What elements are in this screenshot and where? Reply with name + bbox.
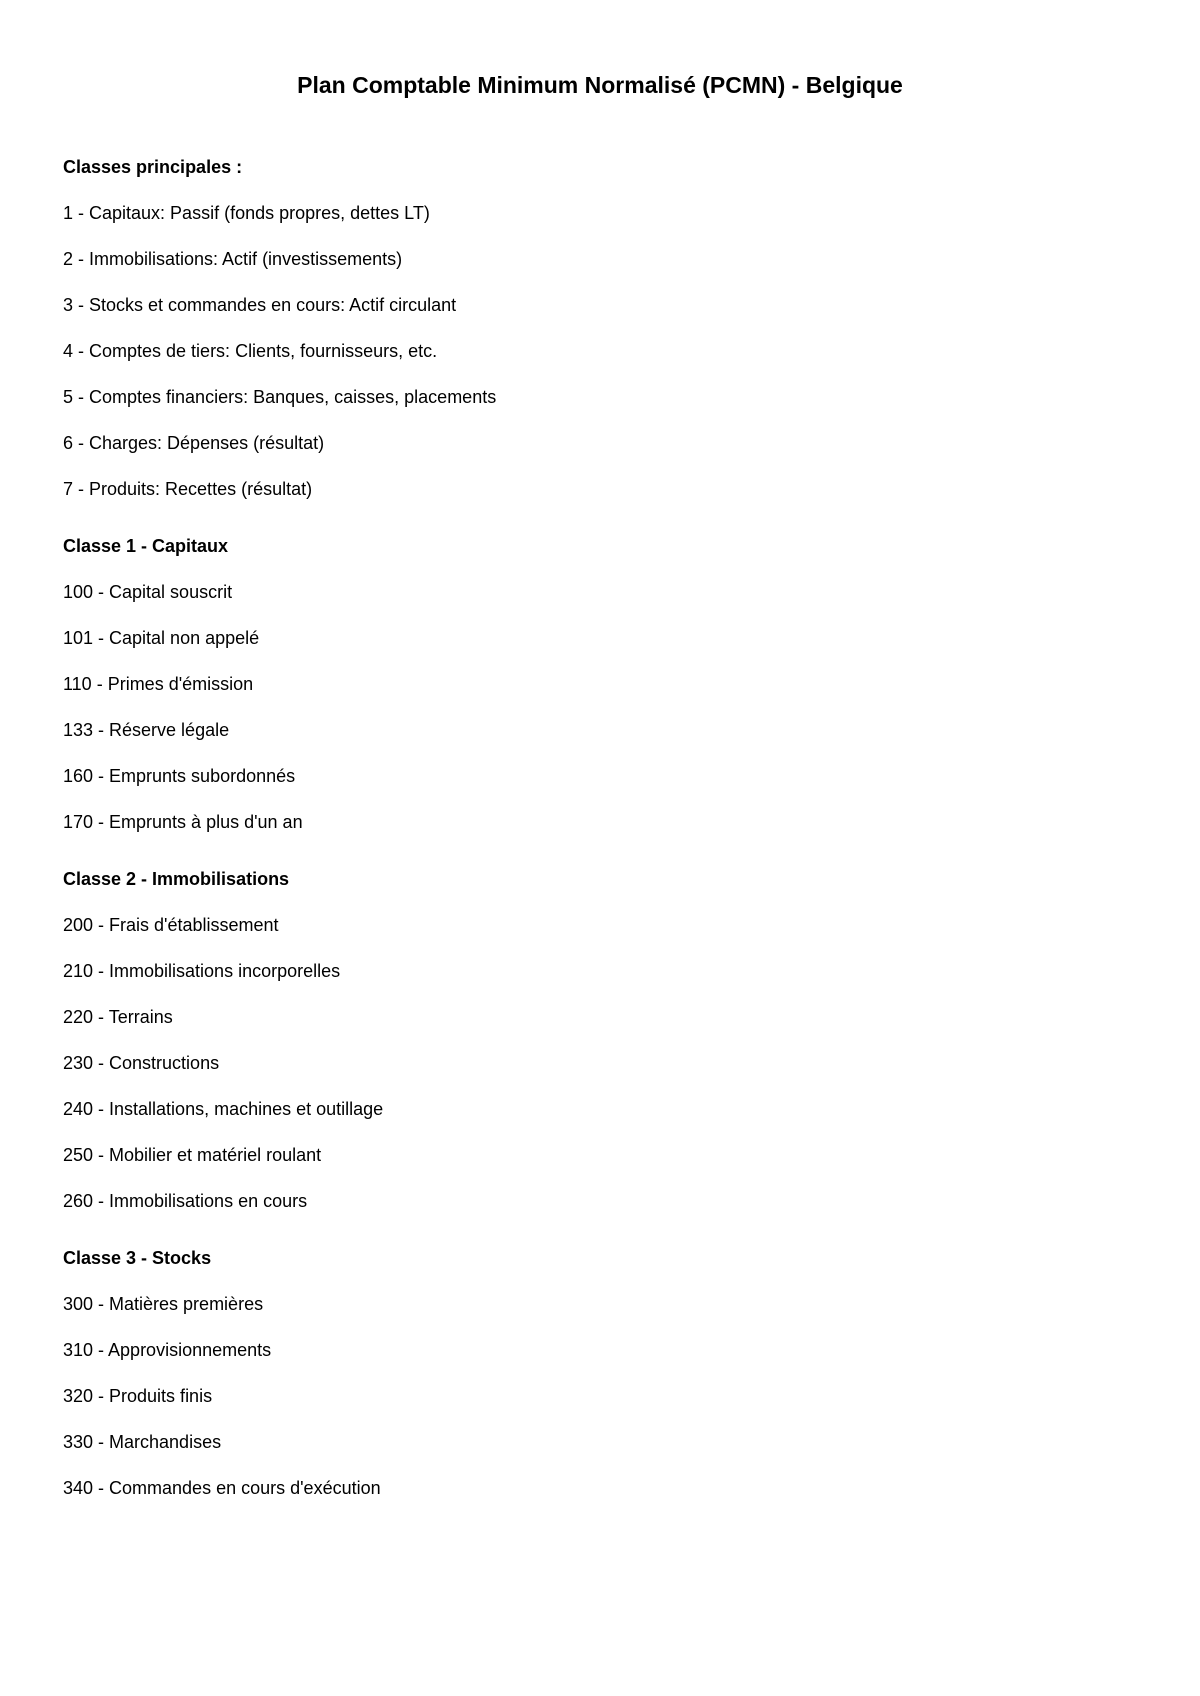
document-body <box>63 155 1143 1501</box>
section-heading: Classe 2 - Immobilisations <box>63 869 290 889</box>
list-item: 250 - Mobilier et matériel roulant <box>63 1145 322 1165</box>
list-item: 110 - Primes d'émission <box>63 674 254 694</box>
class-list <box>63 201 1143 502</box>
list-item: 340 - Commandes en cours d'exécution <box>63 1478 381 1498</box>
section-class-2 <box>63 867 1143 1214</box>
list-item: 7 - Produits: Recettes (résultat) <box>63 479 313 499</box>
section-class-3 <box>63 1246 1143 1501</box>
list-item: 230 - Constructions <box>63 1053 220 1073</box>
list-item: 2 - Immobilisations: Actif (investissements) <box>63 249 403 269</box>
list-item: 260 - Immobilisations en cours <box>63 1191 308 1211</box>
list-item: 6 - Charges: Dépenses (résultat) <box>63 433 325 453</box>
section-heading: Classe 3 - Stocks <box>63 1248 212 1268</box>
list-item: 320 - Produits finis <box>63 1386 213 1406</box>
section-heading: Classe 1 - Capitaux <box>63 536 229 556</box>
section-heading: Classes principales : <box>63 157 243 177</box>
account-list <box>63 580 1143 835</box>
list-item: 133 - Réserve légale <box>63 720 230 740</box>
list-item: 4 - Comptes de tiers: Clients, fournisseurs, etc. <box>63 341 438 361</box>
section-main-classes <box>63 155 1143 502</box>
list-item: 160 - Emprunts subordonnés <box>63 766 296 786</box>
list-item: 220 - Terrains <box>63 1007 173 1027</box>
account-list <box>63 913 1143 1214</box>
document-title: Plan Comptable Minimum Normalisé (PCMN) - Belgique <box>297 72 903 98</box>
list-item: 200 - Frais d'établissement <box>63 915 279 935</box>
list-item: 101 - Capital non appelé <box>63 628 260 648</box>
list-item: 5 - Comptes financiers: Banques, caisses, placements <box>63 387 497 407</box>
list-item: 330 - Marchandises <box>63 1432 222 1452</box>
list-item: 240 - Installations, machines et outillage <box>63 1099 384 1119</box>
list-item: 170 - Emprunts à plus d'un an <box>63 812 303 832</box>
list-item: 310 - Approvisionnements <box>63 1340 272 1360</box>
list-item: 300 - Matières premières <box>63 1294 264 1314</box>
list-item: 1 - Capitaux: Passif (fonds propres, dettes LT) <box>63 203 430 223</box>
list-item: 100 - Capital souscrit <box>63 582 233 602</box>
account-list <box>63 1292 1143 1501</box>
list-item: 3 - Stocks et commandes en cours: Actif circulant <box>63 295 457 315</box>
list-item: 210 - Immobilisations incorporelles <box>63 961 341 981</box>
section-class-1 <box>63 534 1143 835</box>
